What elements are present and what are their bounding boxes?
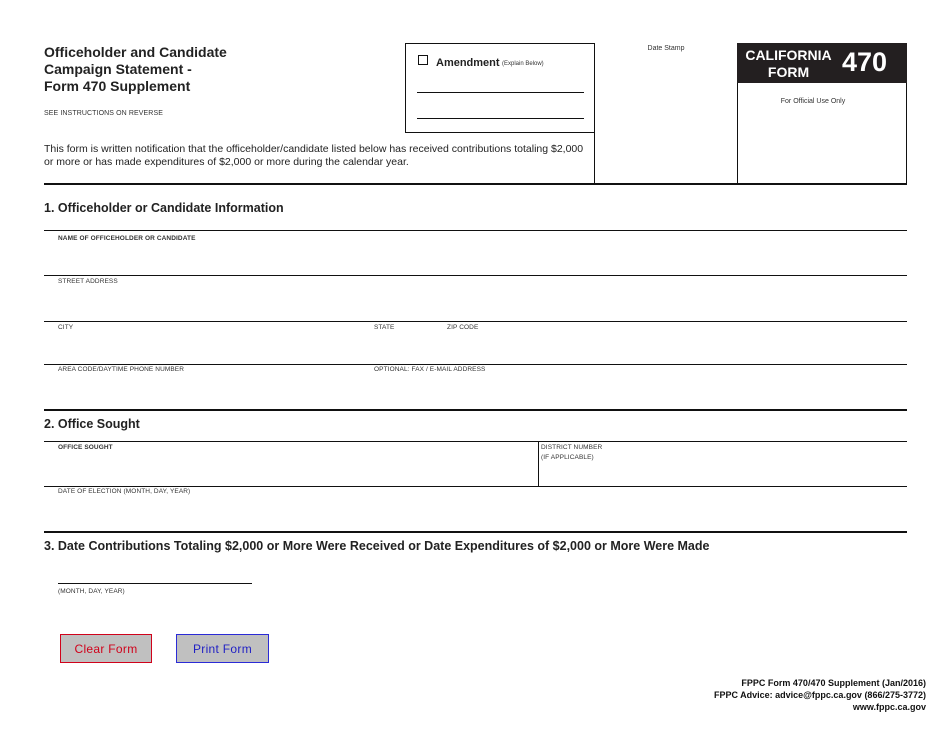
footer-form-version: FPPC Form 470/470 Supplement (Jan/2016) xyxy=(741,678,926,688)
city-field[interactable] xyxy=(58,334,363,362)
date-stamp-label: Date Stamp xyxy=(647,45,685,52)
column-divider xyxy=(538,441,539,486)
amendment-checkbox[interactable] xyxy=(418,55,428,65)
intro-text: This form is written notification that the officeholder/candidate listed below has received contributions totaling $2,000 or more or has made expenditures of $2,000 or more during the calendar year. xyxy=(44,143,584,168)
title-line-2: Campaign Statement - xyxy=(44,61,192,77)
street-field[interactable] xyxy=(58,289,898,317)
section-3-heading: 3. Date Contributions Totaling $2,000 or More Were Received or Date Expenditures of $2,000 or More Were Made xyxy=(44,539,710,553)
form-number: 470 xyxy=(842,47,888,77)
print-form-button[interactable]: Print Form xyxy=(176,634,269,663)
divider xyxy=(44,275,907,276)
state-field[interactable] xyxy=(374,334,439,362)
date-caption: (MONTH, DAY, YEAR) xyxy=(58,588,125,595)
official-use-label: For Official Use Only xyxy=(780,98,846,105)
header-divider xyxy=(44,183,907,185)
divider xyxy=(44,486,907,487)
district-number-label: DISTRICT NUMBER xyxy=(541,444,603,451)
phone-field[interactable] xyxy=(58,377,363,405)
divider xyxy=(44,441,907,442)
california-label: CALIFORNIA xyxy=(745,47,832,63)
section-1-heading: 1. Officeholder or Candidate Information xyxy=(44,201,284,215)
election-date-field[interactable] xyxy=(58,499,898,527)
city-label: CITY xyxy=(58,324,74,331)
zip-field[interactable] xyxy=(447,334,587,362)
contribution-date-line xyxy=(58,583,252,584)
office-sought-field[interactable] xyxy=(58,455,533,483)
see-instructions: SEE INSTRUCTIONS ON REVERSE xyxy=(44,110,163,117)
clear-form-button[interactable]: Clear Form xyxy=(60,634,152,663)
election-date-label: DATE OF ELECTION (MONTH, DAY, YEAR) xyxy=(58,488,191,495)
form-word-label: FORM xyxy=(767,64,810,80)
footer xyxy=(714,677,926,713)
amendment-box xyxy=(405,43,595,133)
section-divider xyxy=(44,531,907,533)
amendment-note: (Explain Below) xyxy=(502,61,544,67)
office-sought-label: OFFICE SOUGHT xyxy=(58,444,113,451)
name-label: NAME OF OFFICEHOLDER OR CANDIDATE xyxy=(58,235,196,242)
contribution-date-field[interactable] xyxy=(58,562,252,582)
date-stamp-box xyxy=(594,43,738,184)
amendment-explain-line-1[interactable] xyxy=(417,92,584,93)
amendment-explain-line-2[interactable] xyxy=(417,118,584,119)
divider xyxy=(44,230,907,231)
district-number-field[interactable] xyxy=(541,464,901,484)
amendment-label: Amendment xyxy=(436,57,500,69)
title-line-3: Form 470 Supplement xyxy=(44,78,191,94)
phone-label: AREA CODE/DAYTIME PHONE NUMBER xyxy=(58,366,185,373)
divider xyxy=(44,321,907,322)
fax-email-label: OPTIONAL: FAX / E-MAIL ADDRESS xyxy=(374,366,486,373)
section-2-heading: 2. Office Sought xyxy=(44,417,140,431)
footer-website: www.fppc.ca.gov xyxy=(852,702,926,712)
section-divider xyxy=(44,409,907,411)
fax-email-field[interactable] xyxy=(374,377,894,405)
footer-advice-contact: FPPC Advice: advice@fppc.ca.gov (866/275-3772) xyxy=(713,690,926,700)
state-label: STATE xyxy=(374,324,395,331)
zip-label: ZIP CODE xyxy=(447,324,479,331)
form-title xyxy=(44,44,384,95)
street-label: STREET ADDRESS xyxy=(58,278,118,285)
district-applicable-label: (IF APPLICABLE) xyxy=(541,454,594,461)
name-field[interactable] xyxy=(58,246,898,272)
title-line-1: Officeholder and Candidate xyxy=(44,44,227,60)
divider xyxy=(44,364,907,365)
